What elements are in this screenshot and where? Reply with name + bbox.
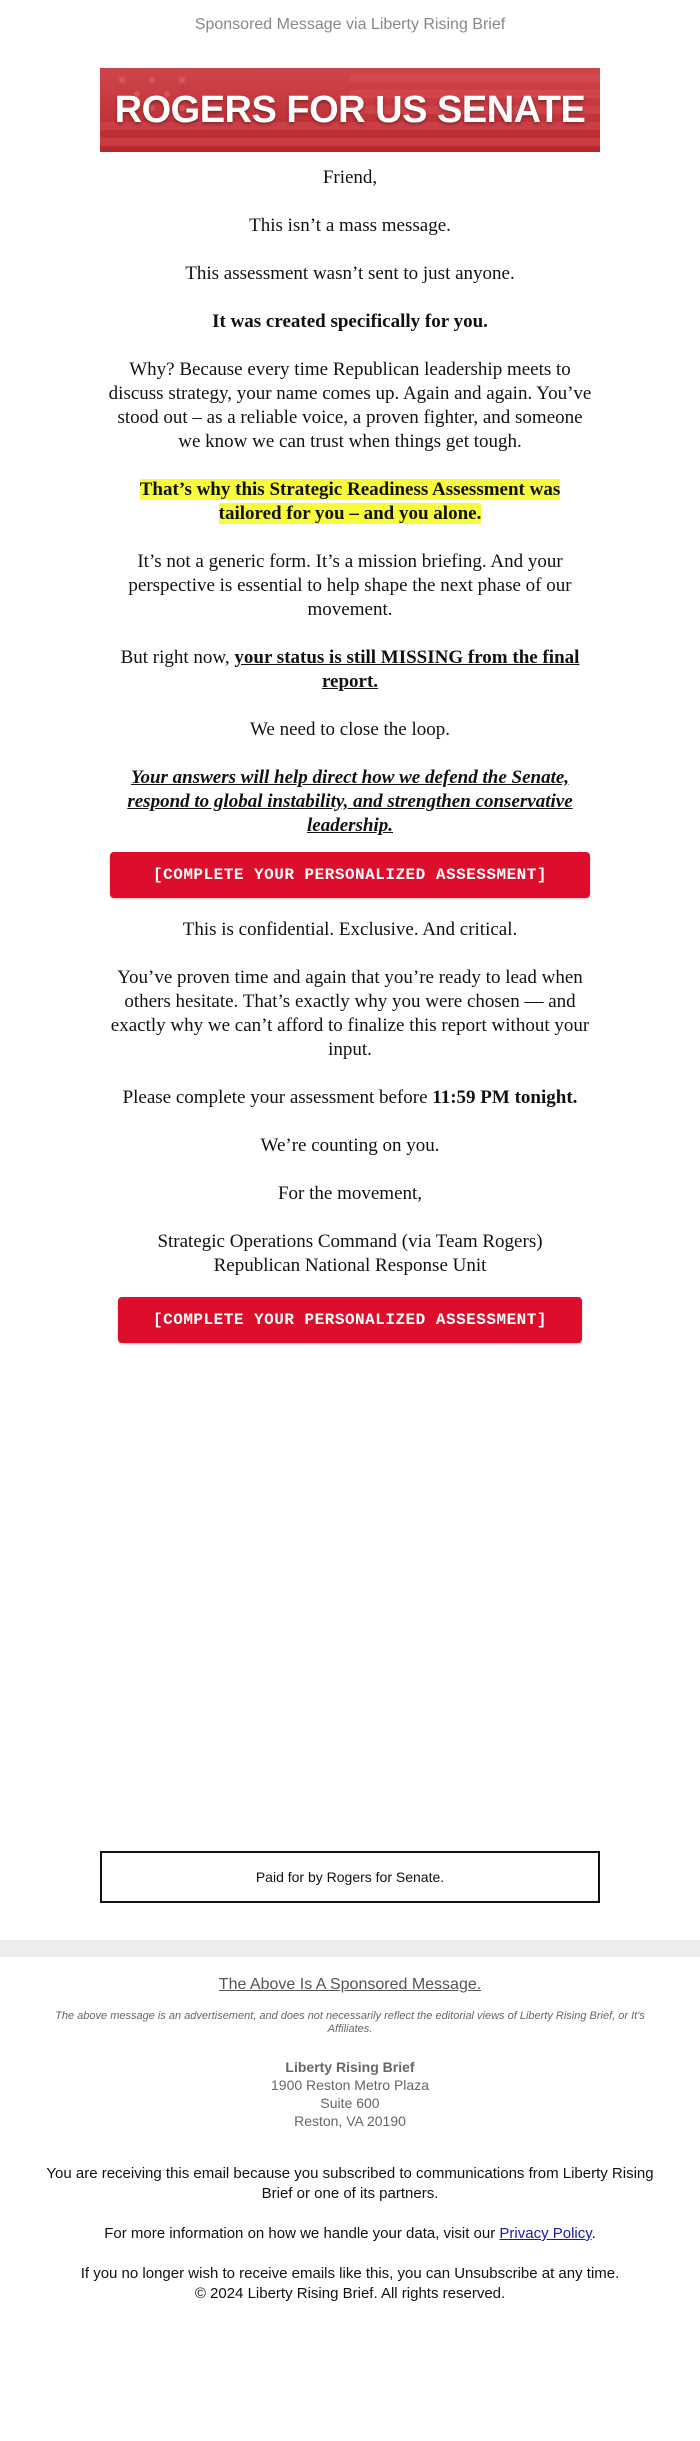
paragraph: This is confidential. Exclusive. And critical. — [182, 919, 518, 940]
privacy-note — [40, 2224, 660, 2244]
legal-notices — [40, 2164, 660, 2304]
greeting: Friend, — [322, 167, 378, 188]
complete-assessment-button[interactable]: [COMPLETE YOUR PERSONALIZED ASSESSMENT] — [110, 852, 590, 898]
highlighted-text: That’s why this Strategic Readiness Assessment was tailored for you – and you alone. — [139, 479, 561, 524]
unsubscribe-copyright — [40, 2264, 660, 2304]
advertisement-disclaimer: The above message is an advertisement, and does not necessarily reflect the editorial views of Liberty Rising Brief, or It's Affiliates. — [55, 2010, 645, 2035]
paid-for-notice: Paid for by Rogers for Senate. — [100, 1851, 600, 1903]
sponsored-message-link[interactable]: The Above Is A Sponsored Message. — [218, 1976, 482, 1993]
address-line: 1900 Reston Metro Plaza — [271, 2077, 429, 2093]
message-body — [108, 166, 592, 862]
paragraph: It’s not a generic form. It’s a mission briefing. And your perspective is essential to help shape the next phase of our movement. — [128, 551, 572, 620]
paragraph: Why? Because every time Republican leadership meets to discuss strategy, your name comes up. Again and again. You’ve stood out – as a reliable voice, a proven fighter, and someone we know we can trust when things get tough. — [108, 359, 592, 452]
deadline-time: 11:59 PM tonight. — [432, 1087, 578, 1108]
paragraph-highlighted — [108, 478, 592, 526]
footer — [40, 1976, 660, 2304]
paragraph: You’ve proven time and again that you’re ready to lead when others hesitate. That’s exactly why you were chosen — and exactly why we can’t afford to finalize this report without your input. — [110, 967, 590, 1060]
deadline-paragraph — [108, 1086, 592, 1110]
deadline-prefix: Please complete your assessment before — [122, 1087, 433, 1108]
paragraph-emphasis: Your answers will help direct how we defend the Senate, respond to global instability, and strengthen conservative leadership. — [127, 767, 573, 836]
campaign-banner — [100, 68, 600, 152]
paragraph: This assessment wasn’t sent to just anyone. — [185, 263, 515, 284]
status-missing-text: your status is still MISSING from the final report. — [234, 647, 580, 692]
signature-line-2: Republican National Response Unit — [213, 1255, 487, 1276]
banner-title: ROGERS FOR US SENATE — [114, 89, 586, 131]
paragraph: This isn’t a mass message. — [249, 215, 451, 236]
sign-off: For the movement, — [277, 1183, 423, 1204]
complete-assessment-button[interactable]: [COMPLETE YOUR PERSONALIZED ASSESSMENT] — [118, 1297, 582, 1343]
company-name: Liberty Rising Brief — [285, 2059, 415, 2075]
paragraph-bold: It was created specifically for you. — [212, 311, 488, 332]
privacy-suffix: . — [591, 2225, 596, 2242]
unsubscribe-note[interactable]: If you no longer wish to receive emails like this, you can Unsubscribe at any time. — [80, 2265, 620, 2282]
address-line: Reston, VA 20190 — [294, 2113, 406, 2129]
company-address — [40, 2058, 660, 2130]
status-paragraph — [108, 646, 592, 694]
status-prefix: But right now, — [120, 647, 235, 668]
signature-line-1: Strategic Operations Command (via Team Rogers) — [157, 1231, 543, 1252]
privacy-policy-link[interactable]: Privacy Policy — [499, 2225, 592, 2242]
subscribe-note: You are receiving this email because you subscribed to communications from Liberty Rising Brief or one of its partners. — [46, 2165, 654, 2202]
signature — [108, 1230, 592, 1278]
message-body-continued — [108, 918, 592, 1278]
address-line: Suite 600 — [320, 2095, 380, 2111]
footer-divider — [0, 1940, 700, 1957]
sponsor-note: Sponsored Message via Liberty Rising Brief — [194, 16, 506, 33]
copyright: © 2024 Liberty Rising Brief. All rights reserved. — [194, 2285, 506, 2302]
paragraph: We’re counting on you. — [260, 1135, 440, 1156]
privacy-prefix: For more information on how we handle your data, visit our — [104, 2225, 500, 2242]
paragraph: We need to close the loop. — [249, 719, 451, 740]
